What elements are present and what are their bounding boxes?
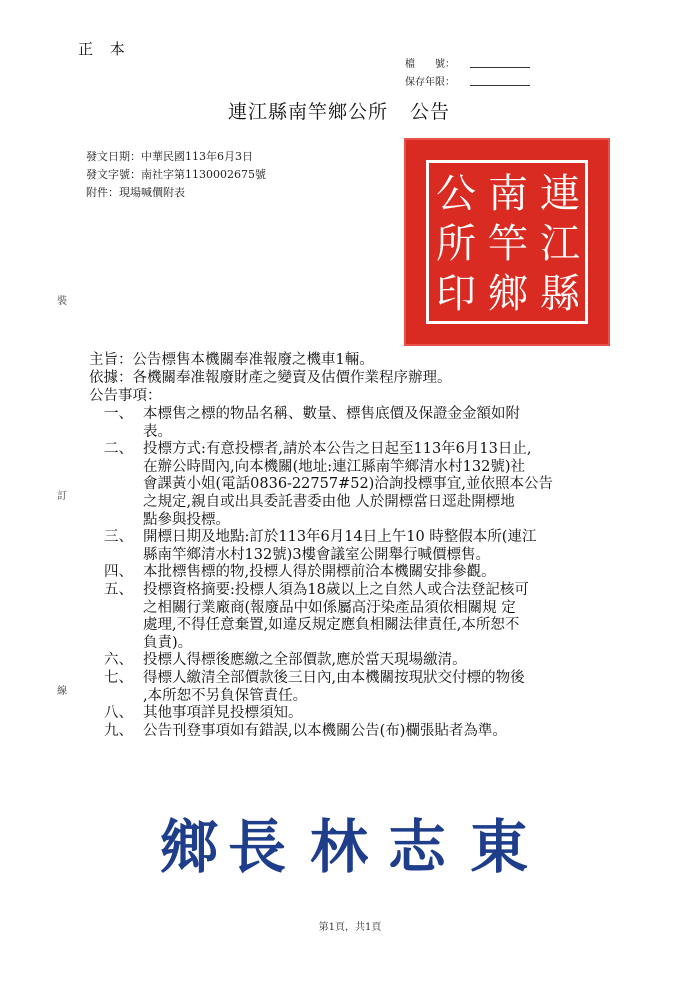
basis-line: 依據：各機關奉准報廢財產之變賣及估價作業程序辦理。 (89, 370, 452, 386)
seal-column-1: 連 江 縣 (540, 171, 580, 317)
copy-label: 正 本 (78, 40, 131, 58)
item-text-line: 在辦公時間內,向本機關(地址:連江縣南竿鄉清水村132號)社 (143, 458, 525, 475)
seal-column-2: 南 竿 鄉 (488, 171, 528, 317)
item-text-line: 縣南竿鄉清水村132號)3樓會議室公開舉行喊價標售。 (143, 546, 491, 563)
items-label: 公告事項： (89, 388, 162, 404)
signature-char: 長 (228, 813, 287, 881)
binding-mark-1: 裝 (57, 296, 67, 307)
page-footer: 第1頁，共1頁 (318, 922, 382, 933)
retention-label: 保存年限： (405, 77, 455, 88)
file-number-line (470, 67, 530, 68)
item-number: 六、 (104, 652, 133, 669)
signature-char: 志 (388, 813, 447, 881)
item-number: 九、 (104, 722, 133, 739)
seal-column-3: 公 所 印 (436, 171, 476, 317)
binding-mark-3: 線 (57, 686, 67, 697)
item-text-line: 負責)。 (143, 634, 193, 651)
item-text-line: 處理,不得任意棄置,如違反規定應負相關法律責任,本所恕不 (143, 617, 520, 634)
item-text-line: 本批標售標的物,投標人得於開標前洽本機關安排參觀。 (143, 564, 496, 581)
item-text-line: 投標人得標後應繳之全部價款,應於當天現場繳清。 (143, 652, 467, 669)
item-text-line: 其他事項詳見投標須知。 (143, 705, 303, 722)
signature-char: 東 (470, 813, 529, 881)
seal-border (426, 160, 588, 324)
item-text-line: 會課黃小姐(電話0836-22757#52)洽詢投標事宜,並依照本公告 (143, 476, 553, 493)
item-number: 五、 (104, 582, 133, 598)
item-text-line: 本標售之標的物品名稱、數量、標售底價及保證金金額如附 (143, 406, 520, 422)
item-number: 三、 (104, 529, 133, 546)
subject-line: 主旨：公告標售本機關奉准報廢之機車1輛。 (89, 352, 374, 368)
item-text-line: 點參與投標。 (143, 511, 230, 528)
item-number: 二、 (104, 441, 133, 458)
item-text-line: 公告刊登事項如有錯誤,以本機關公告(布)欄張貼者為準。 (143, 722, 507, 739)
item-text-line: 表。 (143, 423, 172, 440)
issue-date: 發文日期：中華民國113年6月3日 (86, 150, 253, 163)
item-text-line: 投標資格摘要:投標人須為18歲以上之自然人或合法登記核可 (143, 582, 529, 598)
document-number: 發文字號：南社字第1130002675號 (86, 168, 266, 181)
office-name: 連江縣南竿鄉公所 (228, 101, 389, 123)
retention-line (470, 85, 530, 86)
announcement-kind: 公告 (410, 101, 451, 123)
item-number: 四、 (104, 564, 133, 581)
signature-block (160, 800, 580, 880)
item-number: 一、 (104, 406, 133, 422)
announcement-title (228, 97, 450, 124)
attachment-info: 附件：現場喊價附表 (86, 186, 185, 199)
item-text-line: 得標人繳清全部價款後三日內,由本機關按現狀交付標的物後 (143, 670, 525, 686)
item-text-line: 開標日期及地點:訂於113年6月14日上午10 時整假本所(連江 (143, 529, 537, 546)
signature-char: 鄉 (160, 813, 219, 881)
item-number: 七、 (104, 670, 133, 686)
binding-mark-2: 訂 (57, 491, 67, 502)
official-seal (404, 138, 610, 346)
item-text-line: 之相關行業廠商(報廢品中如係屬高汙染產品須依相關規 定 (143, 599, 516, 616)
item-text-line: 投標方式:有意投標者,請於本公告之日起至113年6月13日止, (143, 441, 532, 458)
signature-char: 林 (310, 813, 369, 881)
item-text-line: ,本所恕不另負保管責任。 (143, 687, 308, 704)
item-text-line: 之規定,親自或出具委託書委由他 人於開標當日逕赴開標地 (143, 494, 515, 510)
item-number: 八、 (104, 705, 133, 722)
file-number-label: 檔 號： (405, 59, 455, 70)
